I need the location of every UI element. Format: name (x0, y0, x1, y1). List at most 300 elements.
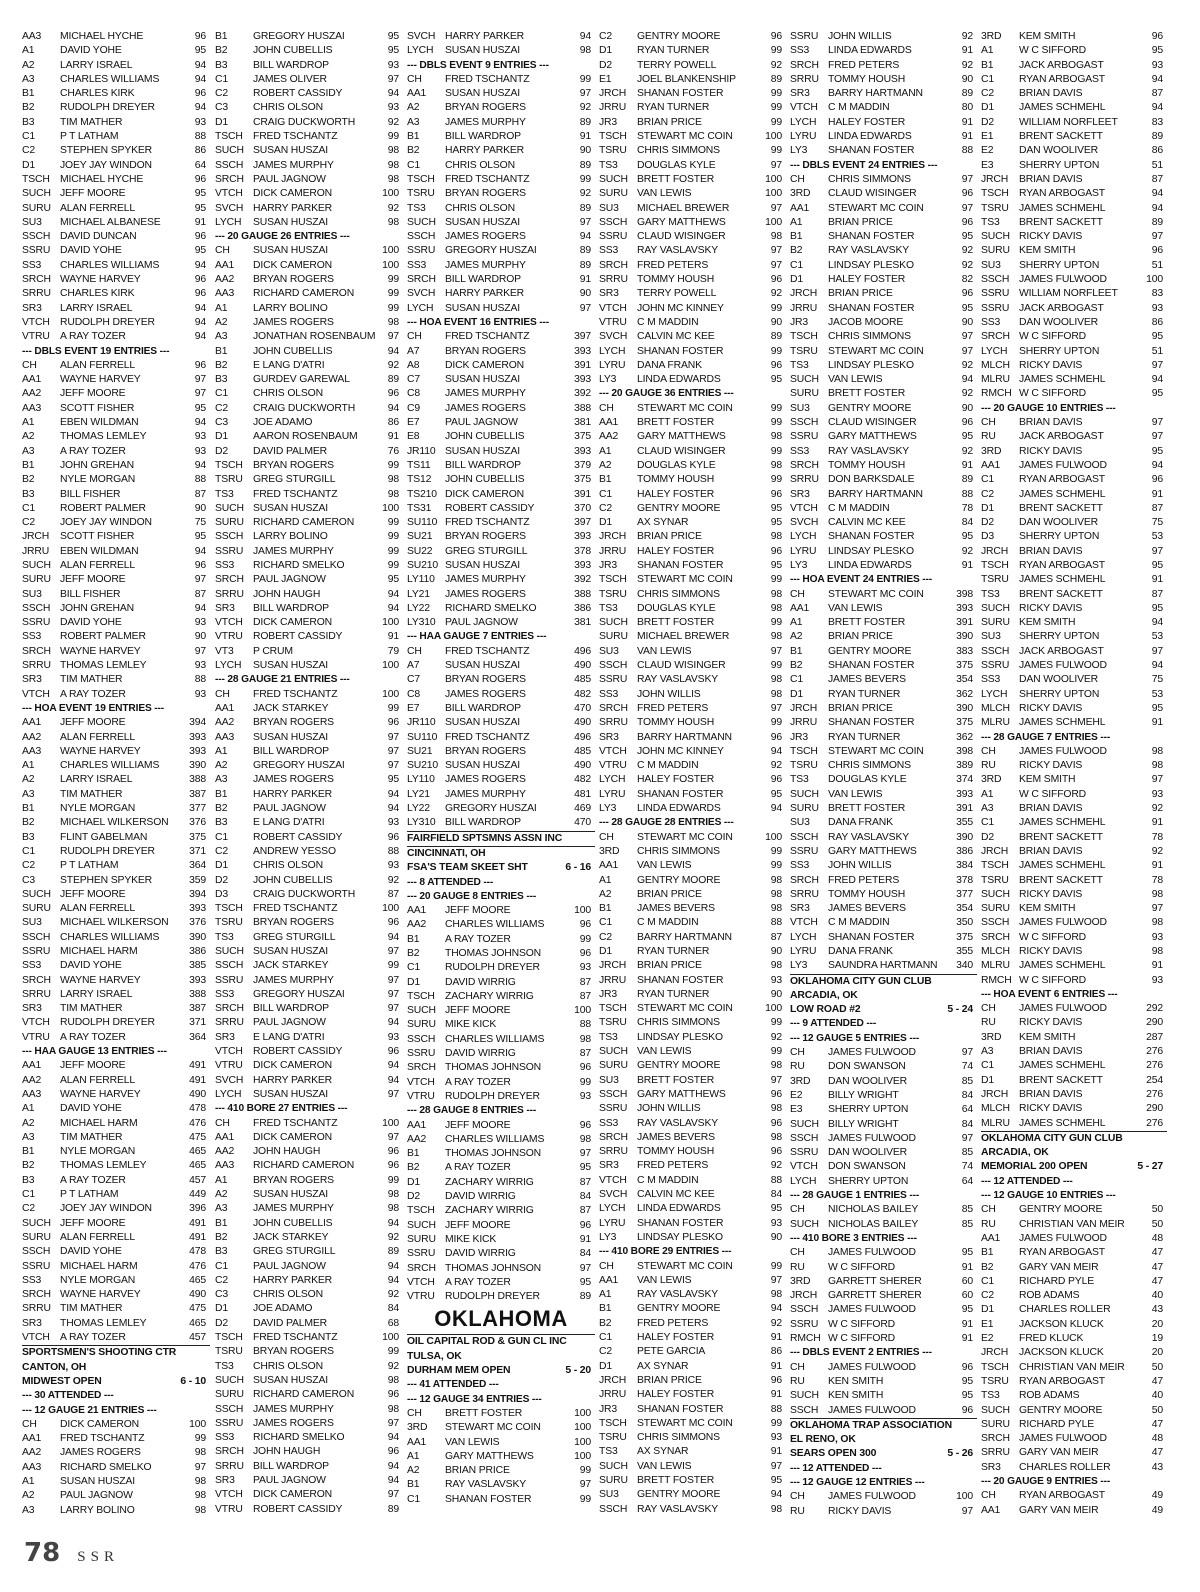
result-row (215, 1145, 403, 1159)
score: 94 (387, 1474, 399, 1486)
shooter-name: JACKSON KLUCK (1019, 1318, 1104, 1330)
shooter-name: LINDSAY PLESKO (828, 259, 914, 271)
shooter-name: JOHN HAUGH (253, 588, 321, 600)
shooter-name: DANA FRANK (828, 817, 893, 829)
shooter-name: BRIAN DAVIS (1019, 173, 1083, 185)
score: 84 (961, 1118, 973, 1130)
result-row (981, 373, 1167, 387)
shooter-name: FRED TSCHANTZ (253, 688, 338, 700)
shooter-name: JAMES MURPHY (445, 574, 526, 586)
score: 490 (574, 660, 591, 672)
shooter-name: DAN WOOLIVER (1019, 674, 1099, 686)
class-code: C1 (981, 73, 994, 85)
score: 94 (387, 803, 399, 815)
class-code: SSRU (599, 674, 628, 686)
class-code: AA1 (22, 374, 42, 386)
shooter-name: CRAIG DUCKWORTH (253, 116, 356, 128)
class-code: SS3 (599, 245, 619, 257)
class-code: SSCH (790, 1304, 819, 1316)
score: 98 (387, 488, 399, 500)
result-row (215, 1088, 403, 1102)
class-code: A1 (22, 417, 35, 429)
score: 99 (387, 274, 399, 286)
shooter-name: BRETT FOSTER (637, 1474, 715, 1486)
result-row (599, 130, 786, 144)
result-row (22, 87, 210, 101)
result-row (981, 1346, 1167, 1360)
result-row (790, 144, 977, 158)
shooter-name: BARRY HARTMANN (637, 931, 732, 943)
score: 97 (961, 1047, 973, 1059)
result-row (22, 1188, 210, 1202)
result-row (215, 959, 403, 973)
shooter-name: W C SIFFORD (1019, 931, 1087, 943)
result-row (22, 616, 210, 630)
score: 393 (189, 731, 206, 743)
class-code: SS3 (599, 688, 619, 700)
score: 92 (1151, 803, 1163, 815)
shooter-name: DICK CAMERON (253, 1060, 333, 1072)
class-code: B3 (215, 1246, 228, 1258)
shooter-name: CRAIG DUCKWORTH (253, 888, 356, 900)
class-code: SU21 (407, 745, 433, 757)
shooter-name: GREGORY HUSZAI (445, 803, 537, 815)
class-code: MLCH (981, 359, 1010, 371)
club-name: OIL CAPITAL ROD & GUN CL INC (407, 1334, 595, 1349)
result-row (407, 759, 595, 773)
score: 478 (189, 1103, 206, 1115)
class-code: SS3 (22, 960, 42, 972)
score: 381 (574, 617, 591, 629)
class-code: TS3 (215, 1360, 234, 1372)
score: 391 (956, 803, 973, 815)
result-row (407, 202, 595, 216)
result-row (599, 202, 786, 216)
class-code: B3 (22, 116, 35, 128)
class-code: MLRU (981, 1117, 1010, 1129)
class-code: D2 (599, 59, 612, 71)
score: 94 (387, 1260, 399, 1272)
result-row (599, 502, 786, 516)
result-row (22, 959, 210, 973)
shooter-name: BRIAN PRICE (637, 1374, 702, 1386)
class-code: SS3 (407, 259, 427, 271)
shooter-name: BRYAN ROGERS (445, 188, 526, 200)
result-row (599, 916, 786, 930)
shooter-name: A RAY TOZER (60, 1031, 126, 1043)
score: 387 (189, 788, 206, 800)
score: 53 (1151, 688, 1163, 700)
class-code: SRCH (599, 702, 628, 714)
shooter-name: GARRETT SHERER (828, 1275, 922, 1287)
score: 95 (194, 531, 206, 543)
class-code: TSRU (790, 345, 818, 357)
shooter-name: HALEY FOSTER (637, 774, 715, 786)
section-header: --- 12 ATTENDED --- (790, 1462, 882, 1474)
result-row (215, 373, 403, 387)
result-row (981, 30, 1167, 44)
result-row (599, 1174, 786, 1188)
class-code: A8 (407, 359, 420, 371)
score: 100 (765, 1003, 782, 1015)
section-header: --- 28 GAUGE 1 ENTRIES --- (790, 1190, 920, 1202)
result-row (215, 159, 403, 173)
score: 465 (189, 1274, 206, 1286)
result-row (407, 130, 595, 144)
class-code: SSCH (790, 831, 819, 843)
shooter-name: C M MADDIN (637, 316, 699, 328)
class-code: TSRU (790, 760, 818, 772)
result-row (599, 1131, 786, 1145)
score: 97 (770, 1460, 782, 1472)
result-row (790, 931, 977, 945)
shooter-name: FRED TSCHANTZ (253, 1117, 338, 1129)
class-code: C2 (981, 488, 994, 500)
class-code: B2 (22, 817, 35, 829)
shooter-name: SUSAN HUSZAI (445, 374, 520, 386)
shooter-name: SHANAN FOSTER (637, 788, 724, 800)
shooter-name: DAN WOOLIVER (828, 1075, 908, 1087)
class-code: A1 (22, 1475, 35, 1487)
shooter-name: DICK CAMERON (445, 488, 525, 500)
score: 89 (579, 259, 591, 271)
score: 99 (579, 73, 591, 85)
score: 99 (387, 702, 399, 714)
score: 394 (189, 717, 206, 729)
score: 398 (956, 588, 973, 600)
class-code: TSCH (407, 990, 435, 1002)
result-row (981, 959, 1167, 973)
shooter-name: DOUGLAS KYLE (828, 774, 907, 786)
class-code: SRCH (790, 459, 819, 471)
score: 92 (770, 59, 782, 71)
class-code: SSCH (22, 1246, 51, 1258)
score: 91 (961, 559, 973, 571)
class-code: SRRU (599, 717, 628, 729)
shooter-name: LINDA EDWARDS (828, 45, 912, 57)
score: 43 (1151, 1461, 1163, 1473)
score: 98 (387, 159, 399, 171)
shooter-name: FRED PETERS (828, 874, 900, 886)
result-row (981, 1275, 1167, 1289)
shooter-name: SHANAN FOSTER (637, 345, 724, 357)
shooter-name: JACOB MOORE (828, 316, 904, 328)
class-code: SRCH (407, 1062, 436, 1074)
shooter-name: FRED TSCHANTZ (60, 1433, 145, 1445)
class-code: B2 (22, 1160, 35, 1172)
class-code: SRCH (599, 1131, 628, 1143)
class-code: JR3 (599, 988, 618, 1000)
shooter-name: JAMES FULWOOD (1019, 745, 1107, 757)
result-row (407, 30, 595, 44)
result-row (215, 1374, 403, 1388)
shooter-name: SUSAN HUSZAI (253, 946, 328, 957)
class-code: TS3 (599, 1031, 618, 1043)
result-row (981, 1102, 1167, 1116)
shooter-name: DON SWANSON (828, 1161, 906, 1173)
result-row (981, 545, 1167, 559)
class-code: SUCH (407, 1219, 436, 1231)
class-code: A3 (22, 1131, 35, 1143)
shooter-name: TOMMY HOUSH (637, 474, 715, 486)
result-row (407, 101, 595, 115)
result-row (407, 87, 595, 101)
class-code: A1 (215, 302, 228, 314)
class-code: SRRU (22, 1303, 51, 1315)
shooter-name: PAUL JAGNOW (253, 173, 326, 185)
shooter-name: RUDOLPH DREYER (60, 316, 155, 328)
score: 94 (387, 788, 399, 800)
shooter-name: LINDSAY PLESKO (828, 545, 914, 557)
score: 379 (574, 459, 591, 471)
class-code: SURU (790, 803, 819, 815)
score: 96 (770, 1374, 782, 1386)
result-row (599, 44, 786, 58)
class-code: SRCH (790, 874, 819, 886)
shooter-name: LINDSAY PLESKO (828, 359, 914, 371)
class-code: E1 (981, 131, 994, 143)
score: 93 (387, 102, 399, 114)
class-code: SUCH (790, 1118, 819, 1130)
result-row (215, 874, 403, 888)
result-row (790, 702, 977, 716)
score: 84 (387, 1303, 399, 1315)
result-row (790, 1490, 977, 1504)
class-code: JRRU (599, 974, 627, 986)
score: 94 (387, 1217, 399, 1229)
class-code: SSRU (599, 1103, 628, 1115)
shooter-name: ALAN FERRELL (60, 731, 136, 743)
score: 393 (189, 903, 206, 915)
score: 93 (387, 1031, 399, 1043)
shooter-name: RICKY DAVIS (1019, 888, 1083, 900)
section-header: --- 20 GAUGE 8 ENTRIES --- (407, 890, 537, 902)
shooter-name: RICHARD CAMERON (253, 517, 355, 529)
score: 377 (956, 888, 973, 900)
event-info: FSA'S TEAM SKEET SHT 6 - 16 (407, 861, 595, 875)
shooter-name: BRENT SACKETT (1019, 874, 1103, 886)
score: 96 (1151, 245, 1163, 257)
shooter-name: MICHAEL WILKERSON (60, 917, 169, 929)
class-code: A7 (407, 660, 420, 672)
result-row (981, 588, 1167, 602)
class-code: VTCH (790, 502, 818, 514)
result-row (599, 473, 786, 487)
shooter-name: LARRY BOLINO (60, 1504, 135, 1516)
shooter-name: AX SYNAR (637, 1446, 689, 1458)
shooter-name: BILLY WRIGHT (828, 1089, 899, 1101)
class-code: SU3 (599, 645, 619, 657)
score: 92 (387, 1289, 399, 1301)
result-row (407, 244, 595, 258)
result-row (599, 545, 786, 559)
score: 355 (956, 946, 973, 957)
result-row (981, 688, 1167, 702)
result-row (407, 788, 595, 802)
score: 99 (387, 531, 399, 543)
class-code: SUCH (22, 888, 51, 900)
result-row (599, 59, 786, 73)
score: 91 (1151, 960, 1163, 972)
shooter-name: FRED PETERS (637, 702, 709, 714)
shooter-name: STEPHEN SPYKER (60, 874, 153, 886)
class-code: C1 (599, 1332, 612, 1344)
class-code: JRRU (790, 302, 818, 314)
section-header: --- 12 GAUGE 21 ENTRIES --- (22, 1404, 157, 1416)
class-code: SSCH (599, 660, 628, 672)
score: 50 (1151, 1361, 1163, 1373)
score: 85 (961, 1075, 973, 1087)
shooter-name: JOEY JAY WINDON (60, 1203, 152, 1215)
shooter-name: THOMAS JOHNSON (445, 1062, 542, 1074)
result-row (790, 216, 977, 230)
shooter-name: JACK ARBOGAST (1019, 302, 1104, 314)
class-code: SRCH (790, 59, 819, 71)
shooter-name: RUDOLPH DREYER (445, 962, 540, 974)
results-column (981, 30, 1167, 1518)
shooter-name: GENTRY MOORE (637, 874, 721, 886)
section-header: --- DBLS EVENT 2 ENTRIES --- (790, 1347, 932, 1359)
class-code: SS3 (215, 988, 235, 1000)
score: 393 (189, 974, 206, 986)
score: 99 (387, 288, 399, 300)
result-row (22, 273, 210, 287)
result-row (407, 1076, 595, 1090)
score: 97 (961, 173, 973, 185)
class-code: SR3 (599, 288, 619, 300)
shooter-name: BRYAN ROGERS (253, 1174, 334, 1186)
shooter-name: LARRY ISRAEL (60, 302, 133, 314)
shooter-name: DANA FRANK (828, 946, 893, 957)
shooter-name: MIKE KICK (445, 1019, 497, 1031)
shooter-name: ROBERT CASSIDY (253, 631, 343, 643)
class-code: SURU (22, 903, 51, 915)
result-row (599, 1374, 786, 1388)
score: 100 (1146, 274, 1163, 286)
class-code: D1 (599, 517, 612, 529)
shooter-name: BRIAN PRICE (828, 631, 893, 643)
score: 51 (1151, 345, 1163, 357)
shooter-name: STEWART MC COIN (637, 131, 733, 143)
event-info: LOW ROAD #2 5 - 24 (790, 1003, 977, 1017)
class-code: SUCH (407, 1005, 436, 1017)
class-code: AA2 (407, 919, 427, 931)
class-code: B3 (22, 1174, 35, 1186)
result-row (790, 831, 977, 845)
shooter-name: SHANAN FOSTER (828, 145, 915, 157)
shooter-name: BILL WARDROP (445, 817, 521, 829)
score: 87 (1151, 173, 1163, 185)
shooter-name: WAYNE HARVEY (60, 745, 141, 757)
score: 89 (1151, 131, 1163, 143)
score: 96 (387, 1046, 399, 1058)
shooter-name: GENTRY MOORE (1019, 1404, 1103, 1416)
score: 375 (574, 431, 591, 443)
shooter-name: BRIAN PRICE (828, 288, 893, 300)
score: 94 (387, 1060, 399, 1072)
result-row (981, 1432, 1167, 1446)
score: 98 (770, 1131, 782, 1143)
class-code: VTCH (22, 1017, 50, 1029)
result-row (599, 1088, 786, 1102)
shooter-name: JEFF MOORE (445, 1219, 511, 1231)
shooter-name: KEM SMITH (1019, 31, 1076, 42)
score: 100 (189, 1418, 206, 1430)
class-code: SUCH (790, 788, 819, 800)
shooter-name: GREGORY HUSZAI (253, 31, 345, 42)
class-code: CH (407, 645, 422, 657)
class-code: SR3 (215, 1031, 235, 1043)
result-row (981, 202, 1167, 216)
shooter-name: JAMES SCHMEHL (1019, 374, 1106, 386)
result-row (599, 359, 786, 373)
class-code: C2 (599, 31, 612, 42)
score: 89 (1151, 216, 1163, 228)
result-row (599, 87, 786, 101)
class-code: JRCH (599, 960, 627, 972)
shooter-name: TOMMY HOUSH (828, 888, 906, 900)
shooter-name: MIKE KICK (445, 1233, 497, 1245)
score: 95 (194, 402, 206, 414)
result-row (215, 602, 403, 616)
result-row (981, 616, 1167, 630)
result-row (215, 330, 403, 344)
shooter-name: DOUGLAS KYLE (637, 459, 716, 471)
shooter-name: PAUL JAGNOW (253, 803, 326, 815)
class-code: RU (790, 1261, 805, 1273)
score: 355 (956, 817, 973, 829)
class-code: SSCH (22, 231, 51, 243)
shooter-name: BILL WARDROP (253, 1460, 329, 1472)
result-row (215, 1002, 403, 1016)
shooter-name: CRAIG DUCKWORTH (253, 402, 356, 414)
class-code: SUCH (407, 216, 436, 228)
class-code: C3 (215, 417, 228, 429)
result-row (22, 30, 210, 44)
shooter-name: RICKY DAVIS (1019, 946, 1083, 957)
class-code: SR3 (22, 1317, 42, 1329)
class-code: TSCH (407, 173, 435, 185)
score: 86 (770, 1346, 782, 1358)
shooter-name: WILLIAM NORFLEET (1019, 288, 1118, 300)
shooter-name: SHERRY UPTON (1019, 688, 1100, 700)
result-row (981, 244, 1167, 258)
class-code: AA2 (22, 388, 42, 400)
score: 393 (574, 445, 591, 457)
score: 64 (194, 159, 206, 171)
shooter-name: JOE ADAMO (253, 1303, 313, 1315)
class-code: VTCH (22, 688, 50, 700)
class-code: SR3 (215, 1474, 235, 1486)
result-row (407, 1436, 595, 1450)
class-code: SR3 (790, 903, 810, 915)
result-row (22, 988, 210, 1002)
score: 97 (387, 73, 399, 85)
score: 92 (387, 1231, 399, 1243)
class-code: C1 (407, 962, 420, 974)
shooter-name: EBEN WILDMAN (60, 417, 139, 429)
result-row (215, 44, 403, 58)
shooter-name: JAMES MURPHY (253, 545, 334, 557)
shooter-name: JOHN WILLIS (637, 1103, 701, 1115)
shooter-name: BILL WARDROP (445, 131, 521, 143)
results-page (22, 30, 1180, 1530)
result-row (599, 530, 786, 544)
class-code: AA1 (599, 417, 619, 429)
shooter-name: SUSAN HUSZAI (445, 88, 520, 100)
shooter-name: JEFF MOORE (445, 1005, 511, 1017)
class-code: MLRU (981, 960, 1010, 972)
